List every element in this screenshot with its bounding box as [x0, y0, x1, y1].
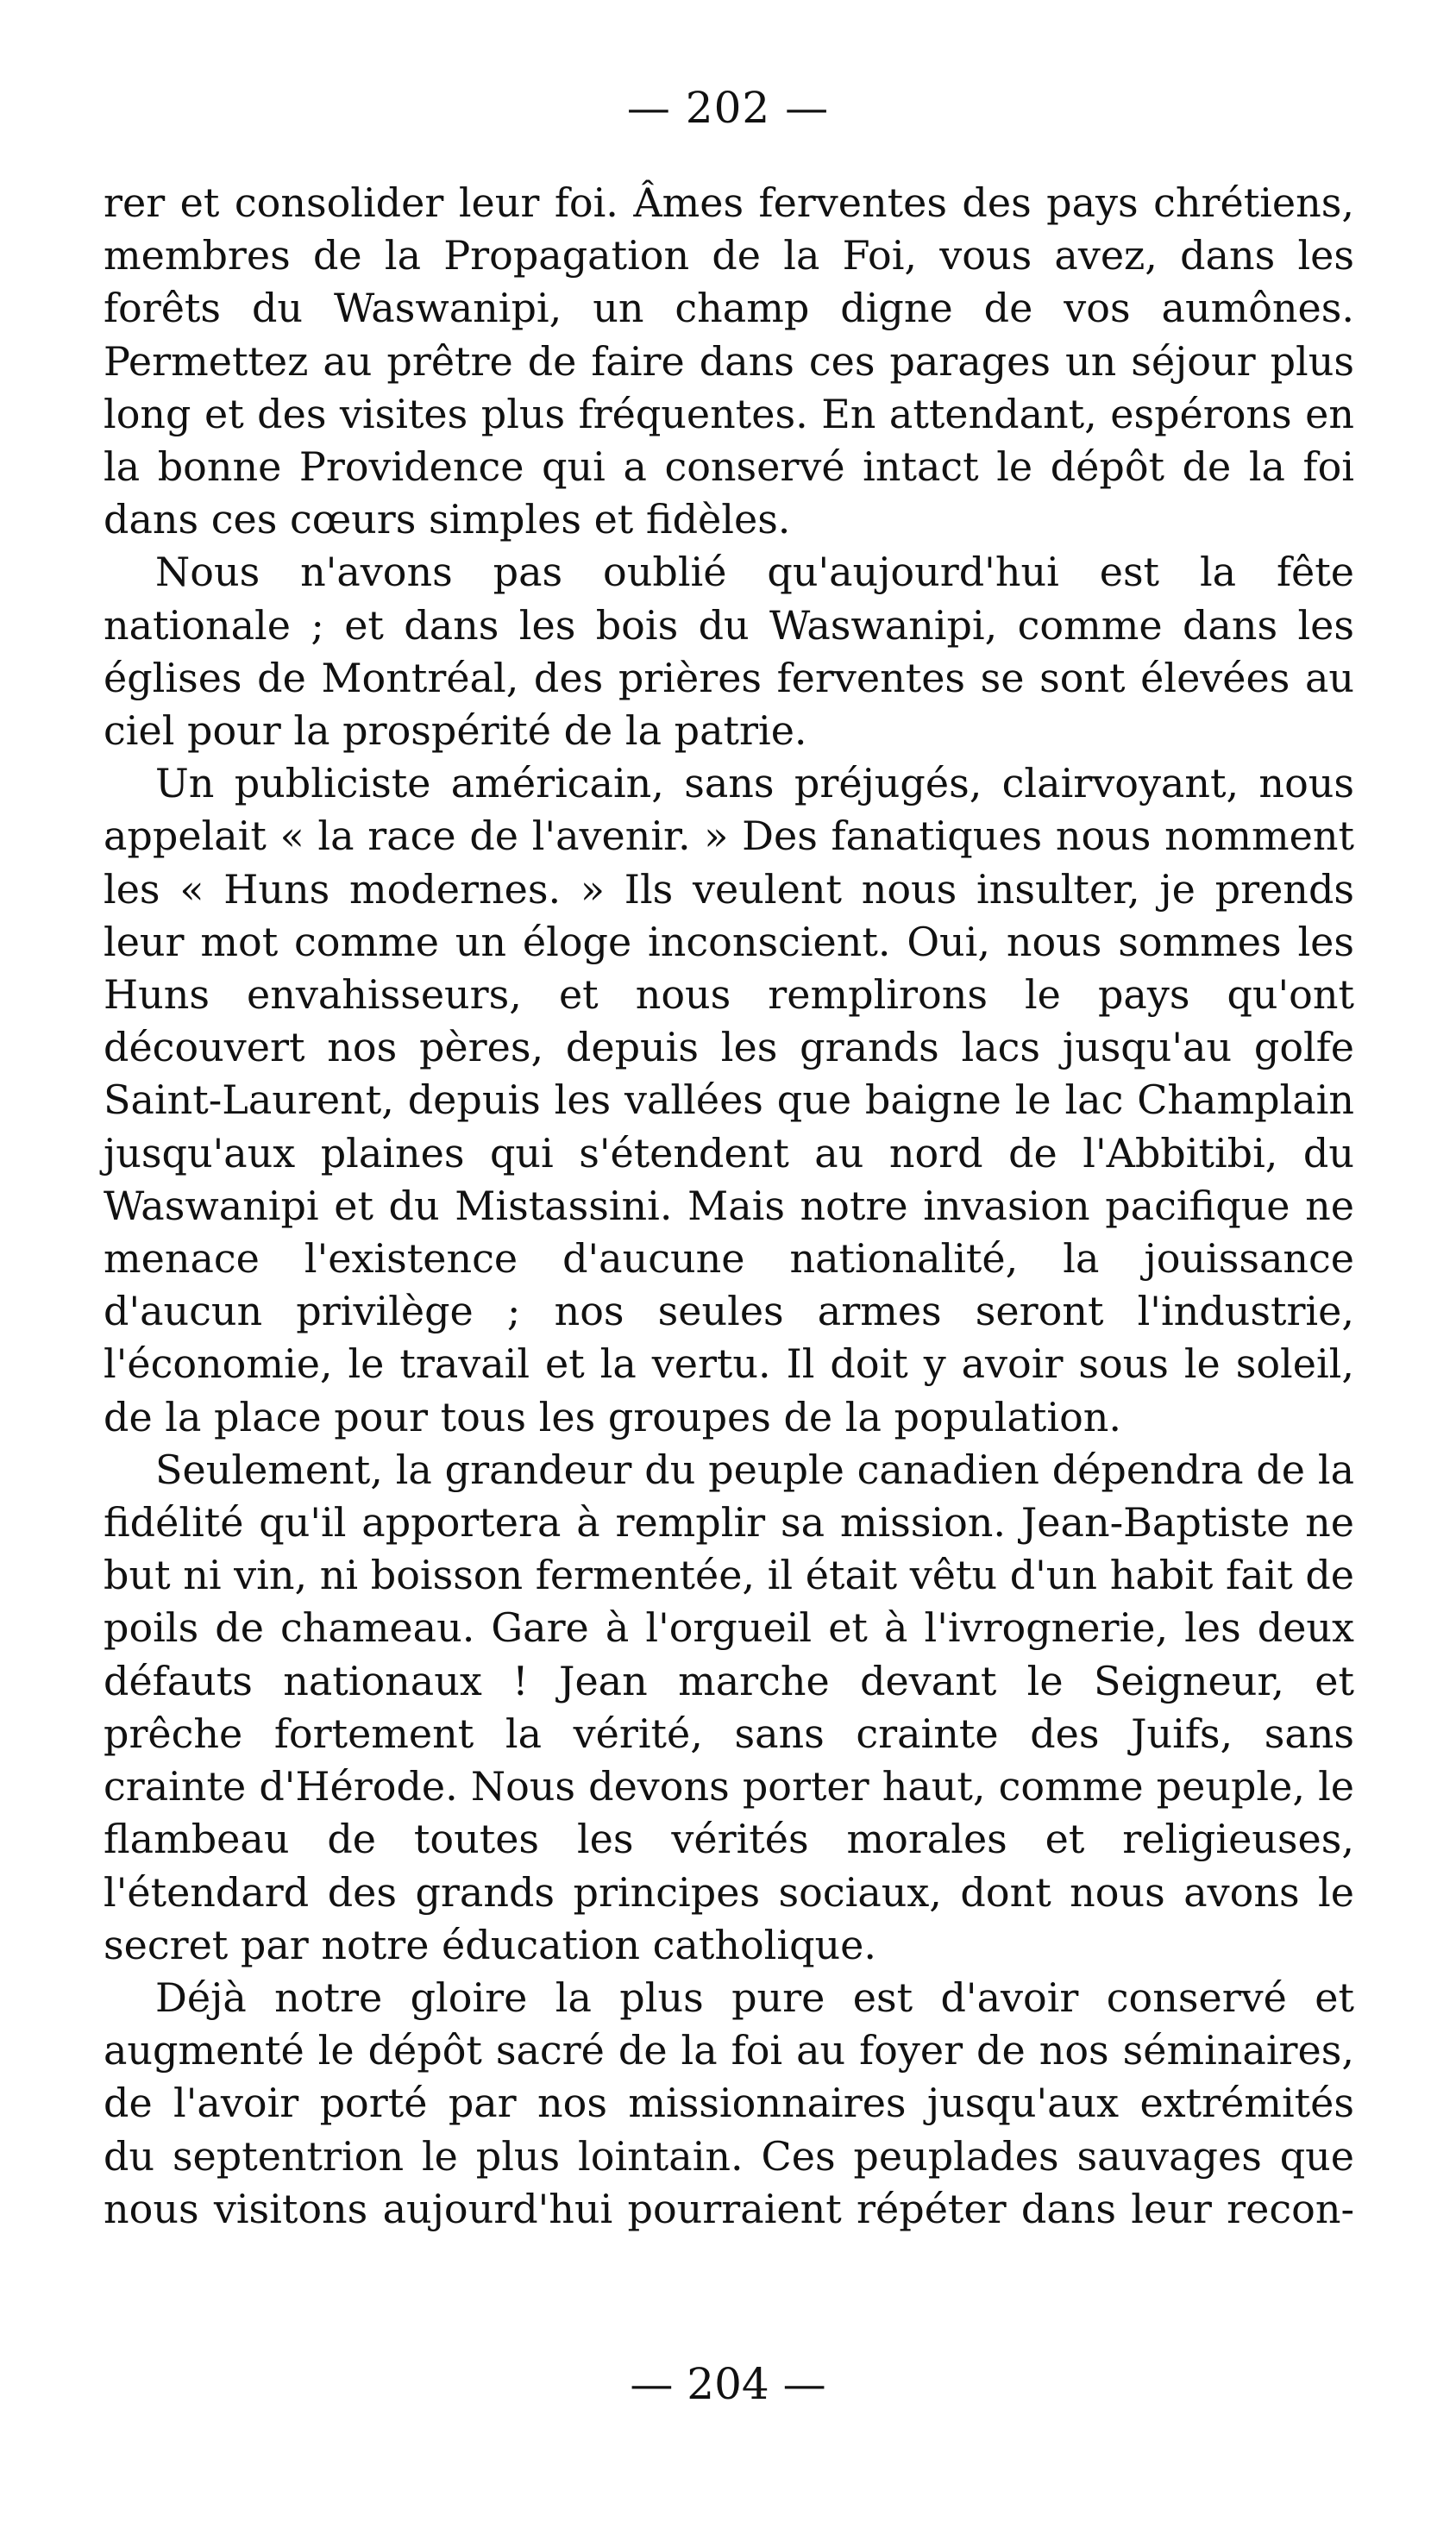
paragraph-continuation: rer et consolider leur foi. Âmes ferventes des pays chrétiens, membres de la Propagation de la Foi, vous avez, dans les forêts du Waswanipi, un champ digne de vos aumônes. Permettez au prêtre de faire dans ces parages un séjour plus long et des visites plus fréquentes. En attendant, espérons en la bonne Providence qui a conservé intact le dépôt de la foi dans ces cœurs simples et fidèles.: [104, 179, 1354, 543]
paragraph-gloire: Déjà notre gloire la plus pure est d'avoir conservé et augmenté le dépôt sacré de la foi au foyer de nos séminaires, de l'avoir porté par nos missionnaires jusqu'aux extrémités du septentrion le plus lointain. Ces peuplades sauvages que nous visitons aujourd'hui pourraient répéter dans leur recon-: [104, 1973, 1354, 2232]
paragraph-fete-nationale: Nous n'avons pas oublié qu'aujourd'hui est la fête nationale ; et dans les bois du Waswanipi, comme dans les églises de Montréal, des prières ferventes se sont élevées au ciel pour la prospérité de la patrie.: [104, 549, 1354, 755]
body-text: [104, 177, 1354, 2236]
paragraph-mission: Seulement, la grandeur du peuple canadien dépendra de la fidélité qu'il apportera à remplir sa mission. Jean-Baptiste ne but ni vin, ni boisson fermentée, il était vêtu d'un habit fait de poils de chameau. Gare à l'orgueil et à l'ivrognerie, les deux défauts nationaux ! Jean marche devant le Seigneur, et prêche fortement la vérité, sans crainte des Juifs, sans crainte d'Hérode. Nous devons porter haut, comme peuple, le flambeau de toutes les vérités morales et religieuses, l'étendard des grands principes sociaux, dont nous avons le secret par notre éducation catholique.: [104, 1446, 1354, 1968]
page-number: — 202 —: [626, 83, 830, 133]
paragraph-race-avenir: Un publiciste américain, sans préjugés, clairvoyant, nous appelait « la race de l'avenir. » Des fanatiques nous nomment les « Huns modernes. » Ils veulent nous insulter, je prends leur mot comme un éloge inconscient. Oui, nous sommes les Huns envahisseurs, et nous remplirons le pays qu'ont découvert nos pères, depuis les grands lacs jusqu'au golfe Saint-Laurent, depuis les vallées que baigne le lac Champlain jusqu'aux plaines qui s'étendent au nord de l'Abbitibi, du Waswanipi et du Mistassini. Mais notre invasion pacifique ne menace l'existence d'aucune nationalité, la jouissance d'aucun privilège ; nos seules armes seront l'industrie, l'économie, le travail et la vertu. Il doit y avoir sous le soleil, de la place pour tous les groupes de la population.: [104, 760, 1354, 1440]
catchword: — 204 —: [630, 2359, 826, 2409]
